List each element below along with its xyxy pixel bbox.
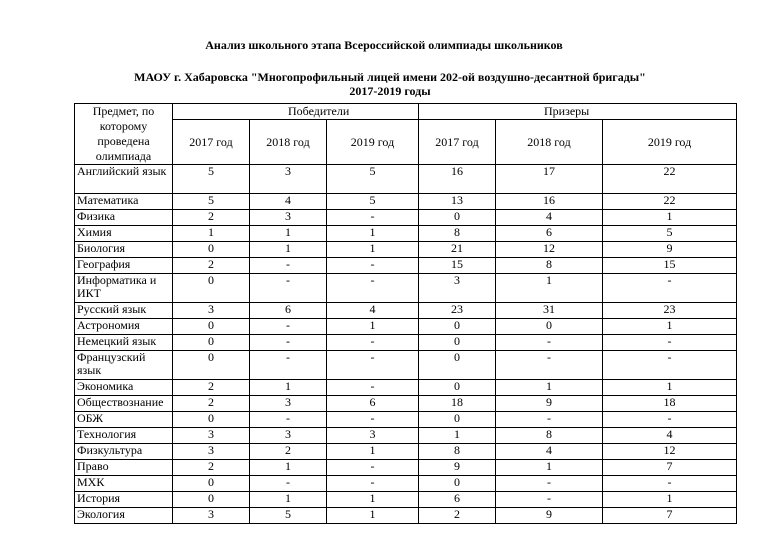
- prizers-count-cell: 1: [603, 210, 737, 226]
- winners-count-cell: -: [250, 335, 327, 351]
- prizers-count-cell: 4: [603, 428, 737, 444]
- winners-count-cell: 0: [173, 319, 250, 335]
- winners-count-cell: 5: [173, 165, 250, 194]
- table-row: [75, 165, 737, 194]
- prizers-count-cell: 0: [496, 319, 603, 335]
- winners-count-cell: 1: [250, 242, 327, 258]
- table-body: [75, 165, 737, 524]
- winners-year-2018-header: 2018 год: [250, 120, 327, 165]
- winners-count-cell: -: [327, 335, 419, 351]
- prizers-count-cell: 4: [496, 210, 603, 226]
- prizers-count-cell: 0: [419, 476, 496, 492]
- winners-count-cell: 2: [173, 460, 250, 476]
- prizers-count-cell: 7: [603, 508, 737, 524]
- table-row: [75, 444, 737, 460]
- prizers-count-cell: 22: [603, 165, 737, 194]
- winners-count-cell: -: [250, 351, 327, 380]
- subject-cell: Немецкий язык: [75, 335, 173, 351]
- winners-count-cell: 3: [173, 303, 250, 319]
- prizers-year-2019-header: 2019 год: [603, 120, 737, 165]
- winners-count-cell: -: [250, 476, 327, 492]
- winners-count-cell: -: [327, 274, 419, 303]
- winners-count-cell: 2: [173, 210, 250, 226]
- table-row: [75, 242, 737, 258]
- table-row: [75, 319, 737, 335]
- prizers-count-cell: 8: [496, 428, 603, 444]
- subject-cell: География: [75, 258, 173, 274]
- prizers-count-cell: 8: [419, 444, 496, 460]
- winners-count-cell: -: [250, 258, 327, 274]
- table-row: [75, 428, 737, 444]
- winners-count-cell: 6: [250, 303, 327, 319]
- winners-count-cell: 5: [327, 194, 419, 210]
- prizers-count-cell: 6: [419, 492, 496, 508]
- prizers-count-cell: 0: [419, 412, 496, 428]
- table-row: [75, 476, 737, 492]
- winners-count-cell: -: [327, 380, 419, 396]
- winners-count-cell: 0: [173, 242, 250, 258]
- prizers-count-cell: 12: [496, 242, 603, 258]
- winners-year-2019-header: 2019 год: [327, 120, 419, 165]
- subject-cell: Французский язык: [75, 351, 173, 380]
- table-row: [75, 210, 737, 226]
- subject-cell: Математика: [75, 194, 173, 210]
- prizers-count-cell: -: [496, 335, 603, 351]
- subject-cell: Экономика: [75, 380, 173, 396]
- winners-count-cell: 3: [173, 428, 250, 444]
- prizers-count-cell: 8: [496, 258, 603, 274]
- prizers-count-cell: -: [496, 476, 603, 492]
- subject-cell: МХК: [75, 476, 173, 492]
- prizers-count-cell: 23: [419, 303, 496, 319]
- winners-count-cell: 1: [327, 242, 419, 258]
- prizers-count-cell: 0: [419, 210, 496, 226]
- subject-cell: Физкультура: [75, 444, 173, 460]
- prizers-count-cell: 7: [603, 460, 737, 476]
- prizers-count-cell: 5: [603, 226, 737, 242]
- winners-count-cell: 0: [173, 412, 250, 428]
- table-row: [75, 351, 737, 380]
- prizers-count-cell: -: [603, 351, 737, 380]
- table-row: [75, 335, 737, 351]
- winners-count-cell: -: [327, 460, 419, 476]
- school-name-line: МАОУ г. Хабаровска "Многопрофильный лицей имени 202-ой воздушно-десантной бригады": [134, 70, 646, 84]
- subject-cell: ОБЖ: [75, 412, 173, 428]
- prizers-count-cell: 22: [603, 194, 737, 210]
- winners-count-cell: 3: [250, 428, 327, 444]
- prizers-count-cell: 21: [419, 242, 496, 258]
- prizers-count-cell: -: [603, 335, 737, 351]
- subject-cell: Английский язык: [75, 165, 173, 194]
- subject-cell: Обществознание: [75, 396, 173, 412]
- winners-count-cell: 0: [173, 274, 250, 303]
- table-row: [75, 460, 737, 476]
- prizers-count-cell: 1: [603, 380, 737, 396]
- winners-count-cell: 3: [173, 444, 250, 460]
- winners-count-cell: 2: [250, 444, 327, 460]
- winners-count-cell: -: [327, 412, 419, 428]
- winners-count-cell: 1: [327, 226, 419, 242]
- prizers-count-cell: 0: [419, 380, 496, 396]
- table-row: [75, 194, 737, 210]
- winners-count-cell: 0: [173, 351, 250, 380]
- winners-count-cell: -: [250, 319, 327, 335]
- prizers-count-cell: 1: [496, 380, 603, 396]
- winners-count-cell: -: [250, 412, 327, 428]
- winners-year-2017-header: 2017 год: [173, 120, 250, 165]
- winners-count-cell: 3: [250, 396, 327, 412]
- table-row: [75, 303, 737, 319]
- prizers-count-cell: -: [496, 351, 603, 380]
- years-line: 2017-2019 годы: [349, 84, 431, 98]
- prizers-count-cell: 0: [419, 335, 496, 351]
- prizers-count-cell: 9: [496, 396, 603, 412]
- winners-count-cell: -: [327, 258, 419, 274]
- table-row: [75, 258, 737, 274]
- table-row: [75, 380, 737, 396]
- winners-count-cell: 1: [250, 460, 327, 476]
- prizers-count-cell: 1: [603, 319, 737, 335]
- table-row: [75, 492, 737, 508]
- prizers-count-cell: 13: [419, 194, 496, 210]
- prizers-count-cell: -: [603, 274, 737, 303]
- table-row: [75, 412, 737, 428]
- winners-count-cell: 1: [250, 226, 327, 242]
- winners-count-cell: 1: [327, 444, 419, 460]
- prizers-count-cell: 17: [496, 165, 603, 194]
- winners-count-cell: 0: [173, 335, 250, 351]
- winners-count-cell: 5: [173, 194, 250, 210]
- subject-cell: Химия: [75, 226, 173, 242]
- winners-count-cell: -: [327, 351, 419, 380]
- prizers-count-cell: -: [496, 412, 603, 428]
- winners-count-cell: -: [327, 476, 419, 492]
- winners-count-cell: 5: [250, 508, 327, 524]
- table-row: [75, 508, 737, 524]
- prizers-count-cell: 18: [603, 396, 737, 412]
- winners-count-cell: 1: [250, 380, 327, 396]
- winners-count-cell: 3: [327, 428, 419, 444]
- prizers-year-2017-header: 2017 год: [419, 120, 496, 165]
- winners-count-cell: 1: [173, 226, 250, 242]
- winners-count-cell: 1: [250, 492, 327, 508]
- winners-count-cell: 1: [327, 508, 419, 524]
- prizers-count-cell: -: [603, 412, 737, 428]
- subject-cell: История: [75, 492, 173, 508]
- prizers-count-cell: 31: [496, 303, 603, 319]
- subject-cell: Физика: [75, 210, 173, 226]
- prizers-count-cell: 1: [603, 492, 737, 508]
- prizers-count-cell: 3: [419, 274, 496, 303]
- prizers-count-cell: 4: [496, 444, 603, 460]
- winners-count-cell: 2: [173, 396, 250, 412]
- prizers-count-cell: 6: [496, 226, 603, 242]
- olympiad-results-table: [74, 103, 737, 524]
- prizers-count-cell: 12: [603, 444, 737, 460]
- prizers-year-2018-header: 2018 год: [496, 120, 603, 165]
- prizers-count-cell: 15: [419, 258, 496, 274]
- table-row: [75, 396, 737, 412]
- prizers-count-cell: 0: [419, 319, 496, 335]
- document-heading: Анализ школьного этапа Всероссийской олимпиады школьников: [205, 38, 563, 52]
- subject-column-header: Предмет, по которому проведена олимпиада: [75, 104, 173, 165]
- subject-cell: Экология: [75, 508, 173, 524]
- prizers-count-cell: 8: [419, 226, 496, 242]
- prizers-count-cell: -: [496, 492, 603, 508]
- winners-count-cell: 0: [173, 476, 250, 492]
- prizers-count-cell: 1: [419, 428, 496, 444]
- winners-count-cell: 6: [327, 396, 419, 412]
- winners-count-cell: -: [327, 210, 419, 226]
- winners-count-cell: 1: [327, 492, 419, 508]
- prizers-count-cell: 16: [496, 194, 603, 210]
- prizers-count-cell: 2: [419, 508, 496, 524]
- subject-cell: Астрономия: [75, 319, 173, 335]
- winners-count-cell: 3: [250, 165, 327, 194]
- winners-count-cell: 4: [250, 194, 327, 210]
- table-row: [75, 226, 737, 242]
- prizers-count-cell: 1: [496, 460, 603, 476]
- prizers-count-cell: 23: [603, 303, 737, 319]
- prizers-count-cell: 9: [496, 508, 603, 524]
- winners-count-cell: 3: [250, 210, 327, 226]
- winners-count-cell: 1: [327, 319, 419, 335]
- winners-count-cell: 3: [173, 508, 250, 524]
- winners-count-cell: 5: [327, 165, 419, 194]
- prizers-count-cell: -: [603, 476, 737, 492]
- winners-count-cell: 4: [327, 303, 419, 319]
- subject-cell: Биология: [75, 242, 173, 258]
- winners-count-cell: 2: [173, 258, 250, 274]
- subject-cell: Информатика и ИКТ: [75, 274, 173, 303]
- prizers-header: Призеры: [419, 104, 737, 120]
- prizers-count-cell: 0: [419, 351, 496, 380]
- prizers-count-cell: 9: [419, 460, 496, 476]
- prizers-count-cell: 15: [603, 258, 737, 274]
- subject-cell: Технология: [75, 428, 173, 444]
- prizers-count-cell: 1: [496, 274, 603, 303]
- winners-count-cell: 0: [173, 492, 250, 508]
- subject-cell: Право: [75, 460, 173, 476]
- table-row: [75, 274, 737, 303]
- subject-cell: Русский язык: [75, 303, 173, 319]
- winners-header: Победители: [173, 104, 419, 120]
- winners-count-cell: -: [250, 274, 327, 303]
- winners-count-cell: 2: [173, 380, 250, 396]
- prizers-count-cell: 18: [419, 396, 496, 412]
- prizers-count-cell: 9: [603, 242, 737, 258]
- prizers-count-cell: 16: [419, 165, 496, 194]
